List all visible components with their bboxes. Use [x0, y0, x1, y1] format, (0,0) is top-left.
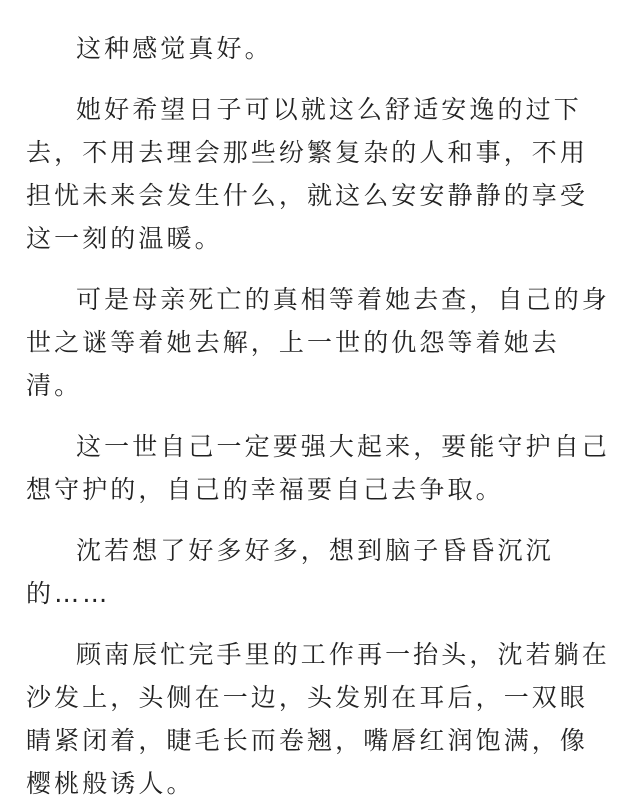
paragraph-6: 顾南辰忙完手里的工作再一抬头，沈若躺在沙发上，头侧在一边，头发别在耳后，一双眼睛紧闭着，睫毛长而卷翘，嘴唇红润饱满，像樱桃般诱人。: [26, 640, 610, 798]
paragraph-5: 沈若想了好多好多，想到脑子昏昏沉沉的……: [26, 536, 554, 608]
paragraph-3: 可是母亲死亡的真相等着她去查，自己的身世之谜等着她去解，上一世的仇怨等着她去清。: [26, 285, 610, 400]
paragraph-4: 这一世自己一定要强大起来，要能守护自己想守护的，自己的幸福要自己去争取。: [26, 432, 610, 504]
paragraph-1: 这种感觉真好。: [76, 34, 273, 63]
paragraph-2: 她好希望日子可以就这么舒适安逸的过下去，不用去理会那些纷繁复杂的人和事，不用担忧未来会发生什么，就这么安安静静的享受这一刻的温暖。: [26, 95, 589, 253]
